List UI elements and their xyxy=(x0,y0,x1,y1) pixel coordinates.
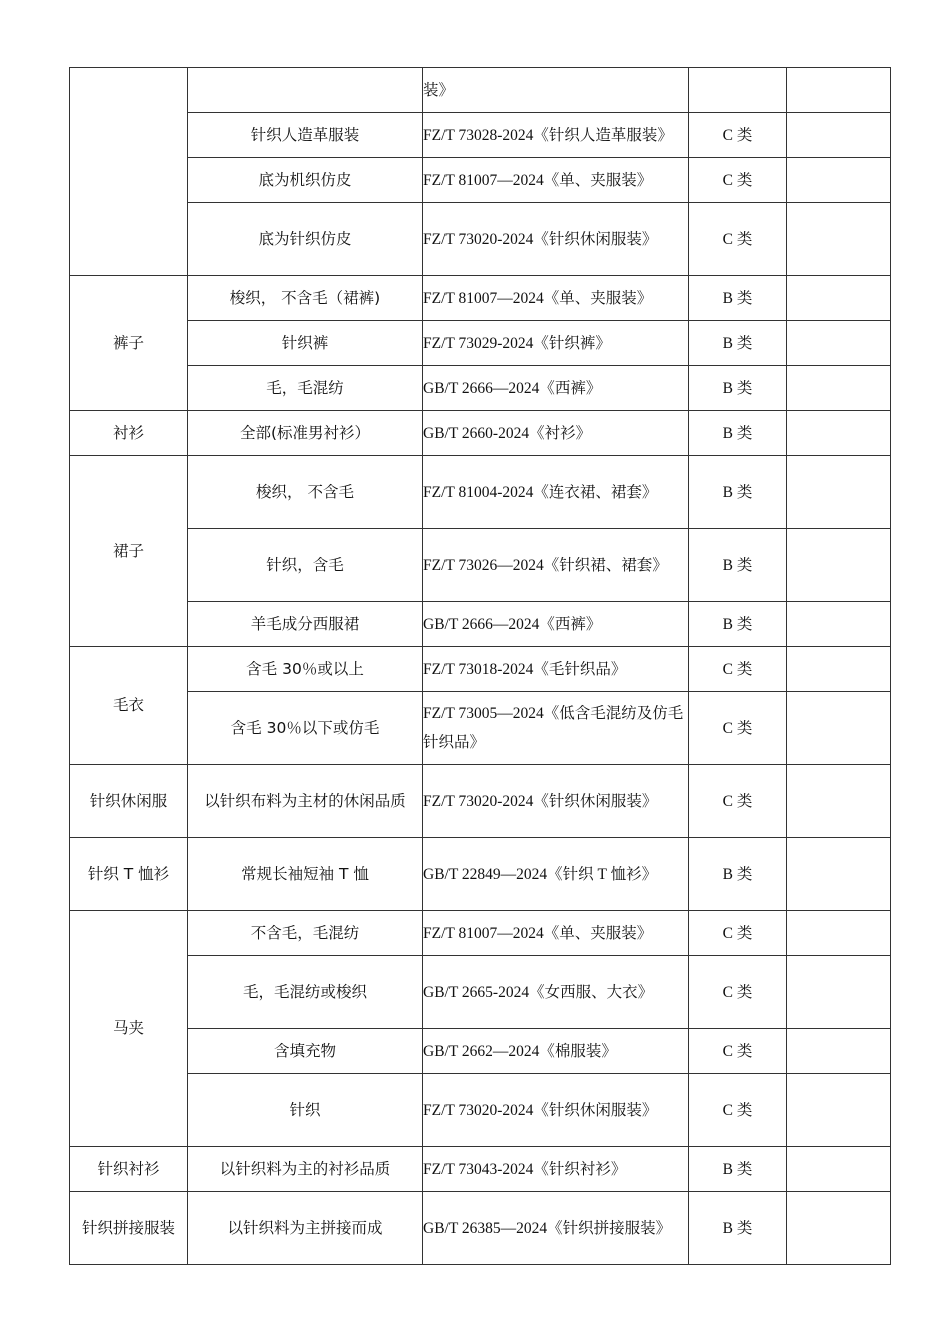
standard-cell: FZ/T 81007—2024《单、夹服装》 xyxy=(423,911,689,956)
class-cell xyxy=(689,68,787,113)
note-cell xyxy=(787,411,891,456)
subtype-cell: 羊毛成分西服裙 xyxy=(188,602,423,647)
standard-cell: FZ/T 81004-2024《连衣裙、裙套》 xyxy=(423,456,689,529)
note-cell xyxy=(787,647,891,692)
note-cell xyxy=(787,1029,891,1074)
table-row xyxy=(70,456,891,529)
standard-cell: GB/T 22849—2024《针织 T 恤衫》 xyxy=(423,838,689,911)
standard-cell: FZ/T 81007—2024《单、夹服装》 xyxy=(423,158,689,203)
class-cell: B 类 xyxy=(689,366,787,411)
subtype-cell: 毛，毛混纺或梭织 xyxy=(188,956,423,1029)
class-cell: C 类 xyxy=(689,1074,787,1147)
category-cell: 针织衬衫 xyxy=(70,1147,188,1192)
subtype-cell: 含填充物 xyxy=(188,1029,423,1074)
standards-table xyxy=(69,67,891,1265)
class-cell: B 类 xyxy=(689,1192,787,1265)
note-cell xyxy=(787,321,891,366)
table-row xyxy=(70,529,891,602)
category-cell: 针织 T 恤衫 xyxy=(70,838,188,911)
class-cell: C 类 xyxy=(689,765,787,838)
standard-cell: GB/T 2662—2024《棉服装》 xyxy=(423,1029,689,1074)
table-row xyxy=(70,911,891,956)
note-cell xyxy=(787,366,891,411)
note-cell xyxy=(787,1147,891,1192)
subtype-cell: 含毛 30％以下或仿毛 xyxy=(188,692,423,765)
table-row xyxy=(70,647,891,692)
subtype-cell: 含毛 30％或以上 xyxy=(188,647,423,692)
category-cell: 针织拼接服装 xyxy=(70,1192,188,1265)
subtype-cell: 以针织料为主的衬衫品质 xyxy=(188,1147,423,1192)
table-row xyxy=(70,1192,891,1265)
standard-cell: FZ/T 73020-2024《针织休闲服装》 xyxy=(423,765,689,838)
subtype-cell: 梭织， 不含毛 xyxy=(188,456,423,529)
class-cell: C 类 xyxy=(689,113,787,158)
subtype-cell: 梭织， 不含毛（裙裤) xyxy=(188,276,423,321)
note-cell xyxy=(787,602,891,647)
note-cell xyxy=(787,113,891,158)
standard-cell: FZ/T 81007—2024《单、夹服装》 xyxy=(423,276,689,321)
table-row xyxy=(70,1029,891,1074)
class-cell: B 类 xyxy=(689,321,787,366)
standard-cell: GB/T 2660-2024《衬衫》 xyxy=(423,411,689,456)
class-cell: C 类 xyxy=(689,692,787,765)
note-cell xyxy=(787,956,891,1029)
table-row xyxy=(70,203,891,276)
table-row xyxy=(70,411,891,456)
table-row xyxy=(70,838,891,911)
class-cell: B 类 xyxy=(689,602,787,647)
note-cell xyxy=(787,1074,891,1147)
class-cell: C 类 xyxy=(689,203,787,276)
category-cell: 裙子 xyxy=(70,456,188,647)
class-cell: B 类 xyxy=(689,838,787,911)
class-cell: C 类 xyxy=(689,647,787,692)
category-cell: 针织休闲服 xyxy=(70,765,188,838)
standard-cell: 装》 xyxy=(423,68,689,113)
subtype-cell: 底为针织仿皮 xyxy=(188,203,423,276)
note-cell xyxy=(787,456,891,529)
standard-cell: FZ/T 73020-2024《针织休闲服装》 xyxy=(423,203,689,276)
table-row xyxy=(70,1074,891,1147)
note-cell xyxy=(787,158,891,203)
subtype-cell: 不含毛，毛混纺 xyxy=(188,911,423,956)
note-cell xyxy=(787,68,891,113)
standard-cell: FZ/T 73018-2024《毛针织品》 xyxy=(423,647,689,692)
table-row xyxy=(70,366,891,411)
class-cell: B 类 xyxy=(689,529,787,602)
category-cell: 马夹 xyxy=(70,911,188,1147)
standard-cell: GB/T 2665-2024《女西服、大衣》 xyxy=(423,956,689,1029)
standard-cell: FZ/T 73026—2024《针织裙、裙套》 xyxy=(423,529,689,602)
subtype-cell: 针织 xyxy=(188,1074,423,1147)
subtype-cell: 以针织布料为主材的休闲品质 xyxy=(188,765,423,838)
subtype-cell: 针织裤 xyxy=(188,321,423,366)
class-cell: B 类 xyxy=(689,276,787,321)
category-cell: 毛衣 xyxy=(70,647,188,765)
standard-cell: FZ/T 73005—2024《低含毛混纺及仿毛针织品》 xyxy=(423,692,689,765)
class-cell: C 类 xyxy=(689,158,787,203)
table-row xyxy=(70,68,891,113)
class-cell: C 类 xyxy=(689,1029,787,1074)
subtype-cell xyxy=(188,68,423,113)
subtype-cell: 常规长袖短袖 T 恤 xyxy=(188,838,423,911)
subtype-cell: 针织人造革服装 xyxy=(188,113,423,158)
subtype-cell: 底为机织仿皮 xyxy=(188,158,423,203)
table-row xyxy=(70,956,891,1029)
standard-cell: GB/T 2666—2024《西裤》 xyxy=(423,366,689,411)
note-cell xyxy=(787,203,891,276)
table-row xyxy=(70,692,891,765)
note-cell xyxy=(787,838,891,911)
class-cell: C 类 xyxy=(689,956,787,1029)
standard-cell: FZ/T 73028-2024《针织人造革服装》 xyxy=(423,113,689,158)
subtype-cell: 以针织料为主拼接而成 xyxy=(188,1192,423,1265)
standard-cell: FZ/T 73043-2024《针织衬衫》 xyxy=(423,1147,689,1192)
table-row xyxy=(70,276,891,321)
table-row xyxy=(70,158,891,203)
note-cell xyxy=(787,276,891,321)
table-row xyxy=(70,113,891,158)
table-row xyxy=(70,602,891,647)
note-cell xyxy=(787,692,891,765)
class-cell: B 类 xyxy=(689,411,787,456)
standard-cell: GB/T 2666—2024《西裤》 xyxy=(423,602,689,647)
note-cell xyxy=(787,911,891,956)
standard-cell: GB/T 26385—2024《针织拼接服装》 xyxy=(423,1192,689,1265)
subtype-cell: 全部(标准男衬衫） xyxy=(188,411,423,456)
subtype-cell: 毛，毛混纺 xyxy=(188,366,423,411)
subtype-cell: 针织，含毛 xyxy=(188,529,423,602)
standard-cell: FZ/T 73029-2024《针织裤》 xyxy=(423,321,689,366)
table-row xyxy=(70,321,891,366)
category-cell xyxy=(70,68,188,276)
note-cell xyxy=(787,1192,891,1265)
table-row xyxy=(70,1147,891,1192)
class-cell: B 类 xyxy=(689,1147,787,1192)
category-cell: 衬衫 xyxy=(70,411,188,456)
category-cell: 裤子 xyxy=(70,276,188,411)
class-cell: C 类 xyxy=(689,911,787,956)
table-row xyxy=(70,765,891,838)
note-cell xyxy=(787,765,891,838)
note-cell xyxy=(787,529,891,602)
class-cell: B 类 xyxy=(689,456,787,529)
standard-cell: FZ/T 73020-2024《针织休闲服装》 xyxy=(423,1074,689,1147)
